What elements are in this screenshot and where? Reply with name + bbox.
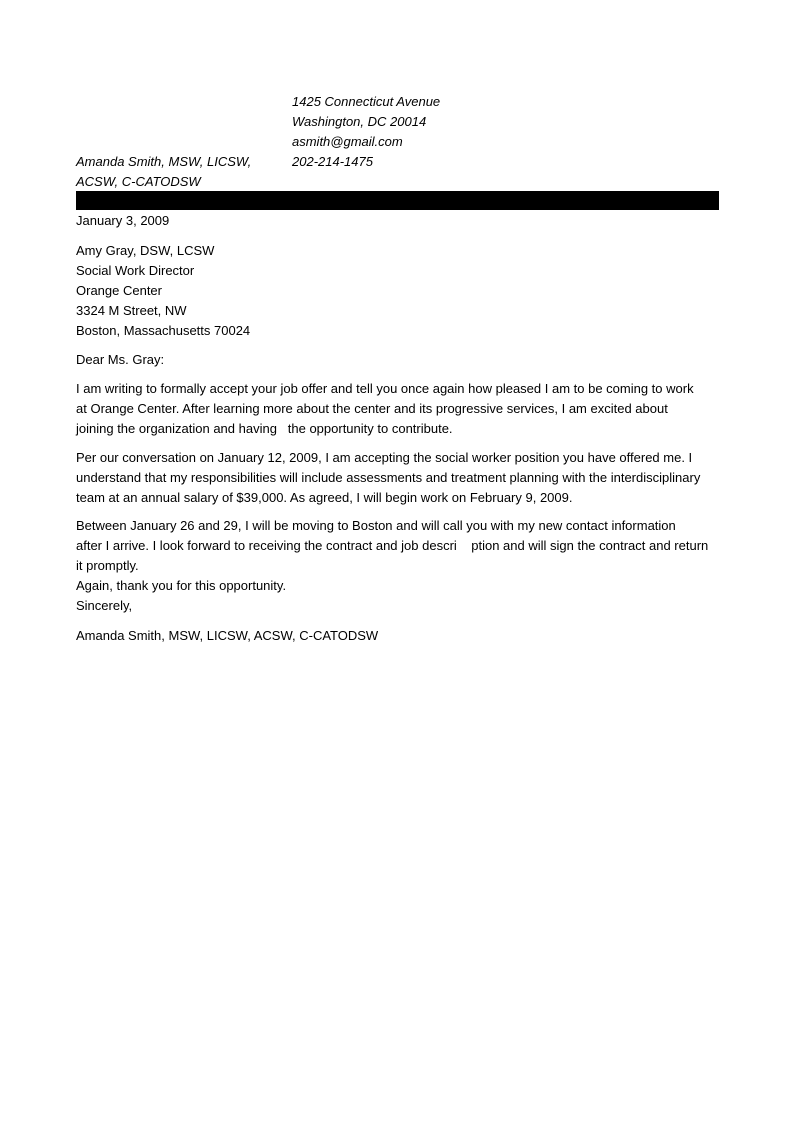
recipient-organization: Orange Center: [76, 283, 162, 298]
header-divider-bar: [76, 191, 719, 210]
paragraph-terms: [76, 448, 716, 508]
signature: Amanda Smith, MSW, LICSW, ACSW, C-CATODSW: [76, 628, 379, 643]
sender-credentials-line: ACSW, C-CATODSW: [76, 174, 201, 189]
recipient-title: Social Work Director: [76, 263, 195, 278]
salutation: Dear Ms. Gray:: [76, 352, 165, 367]
letter-date: January 3, 2009: [76, 213, 170, 228]
paragraph-line: Per our conversation on January 12, 2009, I am accepting the social worker position you have offered me. I: [76, 450, 693, 465]
sender-address: [292, 92, 440, 172]
paragraph-line: understand that my responsibilities will include assessments and treatment planning with the interdisciplinary: [76, 470, 701, 485]
sender-name: [76, 152, 276, 192]
sender-phone: 202-214-1475: [292, 154, 373, 169]
sender-name-line: Amanda Smith, MSW, LICSW,: [76, 154, 252, 169]
recipient-block: [76, 241, 716, 341]
paragraph-relocation: [76, 516, 716, 576]
thanks-line: Again, thank you for this opportunity.: [76, 578, 287, 593]
paragraph-line: joining the organization and having the opportunity to contribute.: [76, 421, 453, 436]
sender-city: Washington, DC 20014: [292, 114, 427, 129]
paragraph-line: it promptly.: [76, 558, 139, 573]
paragraph-line: I am writing to formally accept your job offer and tell you once again how pleased I am to be coming to work: [76, 381, 694, 396]
recipient-street: 3324 M Street, NW: [76, 303, 187, 318]
paragraph-acceptance: [76, 379, 716, 439]
paragraph-line: after I arrive. I look forward to receiving the contract and job descri ption and will sign the contract and return: [76, 538, 709, 553]
recipient-name: Amy Gray, DSW, LCSW: [76, 243, 215, 258]
paragraph-line: at Orange Center. After learning more about the center and its progressive services, I am excited about: [76, 401, 668, 416]
sender-email: asmith@gmail.com: [292, 134, 403, 149]
paragraph-line: Between January 26 and 29, I will be moving to Boston and will call you with my new contact information: [76, 518, 676, 533]
sender-street: 1425 Connecticut Avenue: [292, 94, 441, 109]
closing: Sincerely,: [76, 598, 133, 613]
paragraph-line: team at an annual salary of $39,000. As agreed, I will begin work on February 9, 2009.: [76, 490, 573, 505]
letter-body: [76, 211, 716, 646]
recipient-city: Boston, Massachusetts 70024: [76, 323, 251, 338]
